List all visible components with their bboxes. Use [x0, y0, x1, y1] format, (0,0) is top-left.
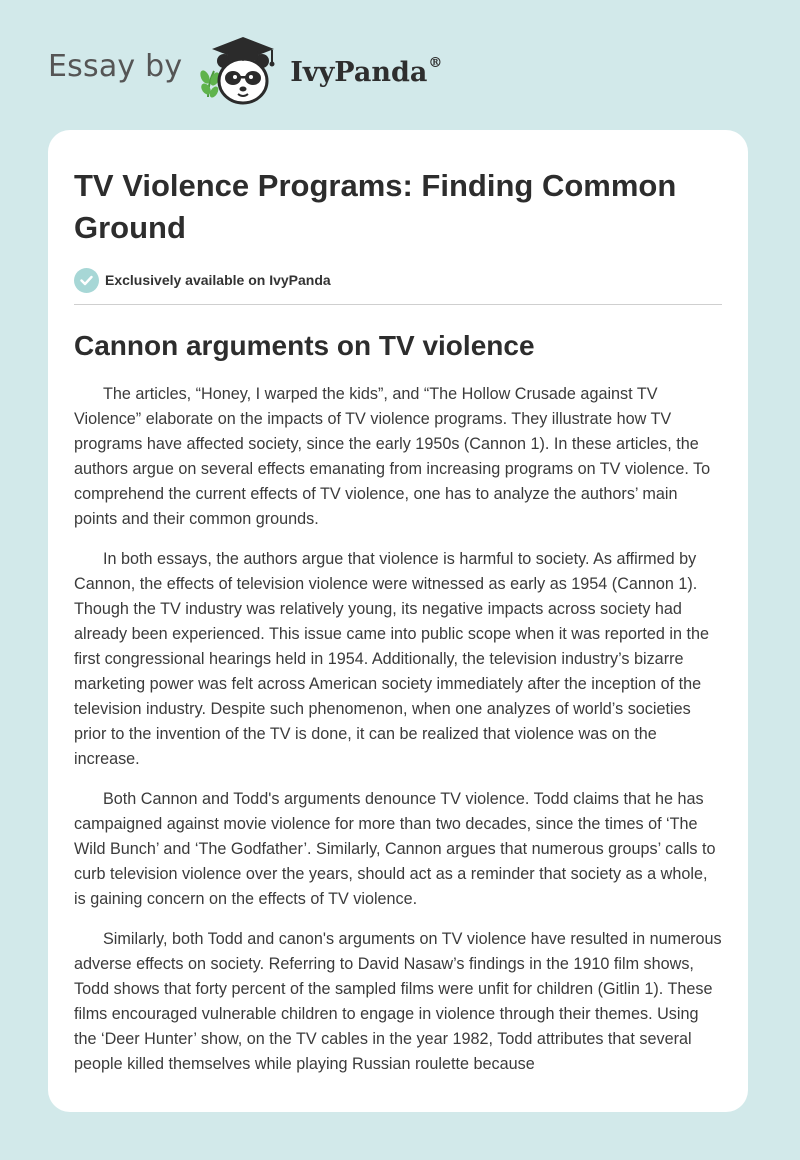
brand-header: [48, 30, 442, 110]
article-card: [48, 130, 748, 1112]
section-heading: Cannon arguments on TV violence: [74, 330, 535, 361]
check-circle-icon: [74, 268, 99, 293]
brand-prefix: Essay by: [48, 48, 183, 84]
paragraph: In both essays, the authors argue that violence is harmful to society. As affirmed by Cannon, the effects of television violence were witnessed as early as 1954 (Cannon 1). Though the TV industry was relatively young, its negative impacts across society had already been experienced. This issue came into public scope when it was reported in the first congressional hearings held in 1954. Additionally, the television industry’s bizarre marketing power was felt across American society immediately after the inception of the television industry. Despite such phenomenon, when one analyzes of world’s societies prior to the invention of the TV is done, it can be realized that violence was on the increase.: [74, 550, 709, 768]
brand-name[interactable]: IvyPanda®: [290, 54, 443, 88]
exclusive-badge: [74, 267, 722, 293]
divider: [74, 304, 722, 305]
paragraph: The articles, “Honey, I warped the kids”, and “The Hollow Crusade against TV Violence” elaborate on the impacts of TV violence programs. They illustrate how TV programs have affected society, since the early 1950s (Cannon 1). In these articles, the authors argue on several effects emanating from increasing programs on TV violence. To comprehend the current effects of TV violence, one has to analyze the authors’ main points and their common grounds.: [74, 385, 711, 528]
article-body: [74, 382, 722, 1077]
page-title: TV Violence Programs: Finding Common Ground: [74, 168, 677, 245]
paragraph: Both Cannon and Todd's arguments denounce TV violence. Todd claims that he has campaigned against movie violence for more than two decades, since the times of ‘The Wild Bunch’ and ‘The Godfather’. Similarly, Cannon argues that numerous groups’ calls to curb television violence over the years, should act as a reminder that society as a whole, is gaining concern on the effects of TV violence.: [74, 790, 716, 908]
exclusive-label: Exclusively available on IvyPanda: [105, 272, 331, 288]
panda-graduate-icon[interactable]: [194, 31, 286, 109]
registered-mark: ®: [428, 54, 443, 71]
paragraph: Similarly, both Todd and canon's arguments on TV violence have resulted in numerous adverse effects on society. Referring to David Nasaw’s findings in the 1910 film shows, Todd shows that forty percent of the sampled films were unfit for children (Gitlin 1). These films encouraged vulnerable children to engage in violence through their themes. Using the ‘Deer Hunter’ show, on the TV cables in the year 1982, Todd attributes that several people killed themselves while playing Russian roulette because: [74, 930, 722, 1073]
